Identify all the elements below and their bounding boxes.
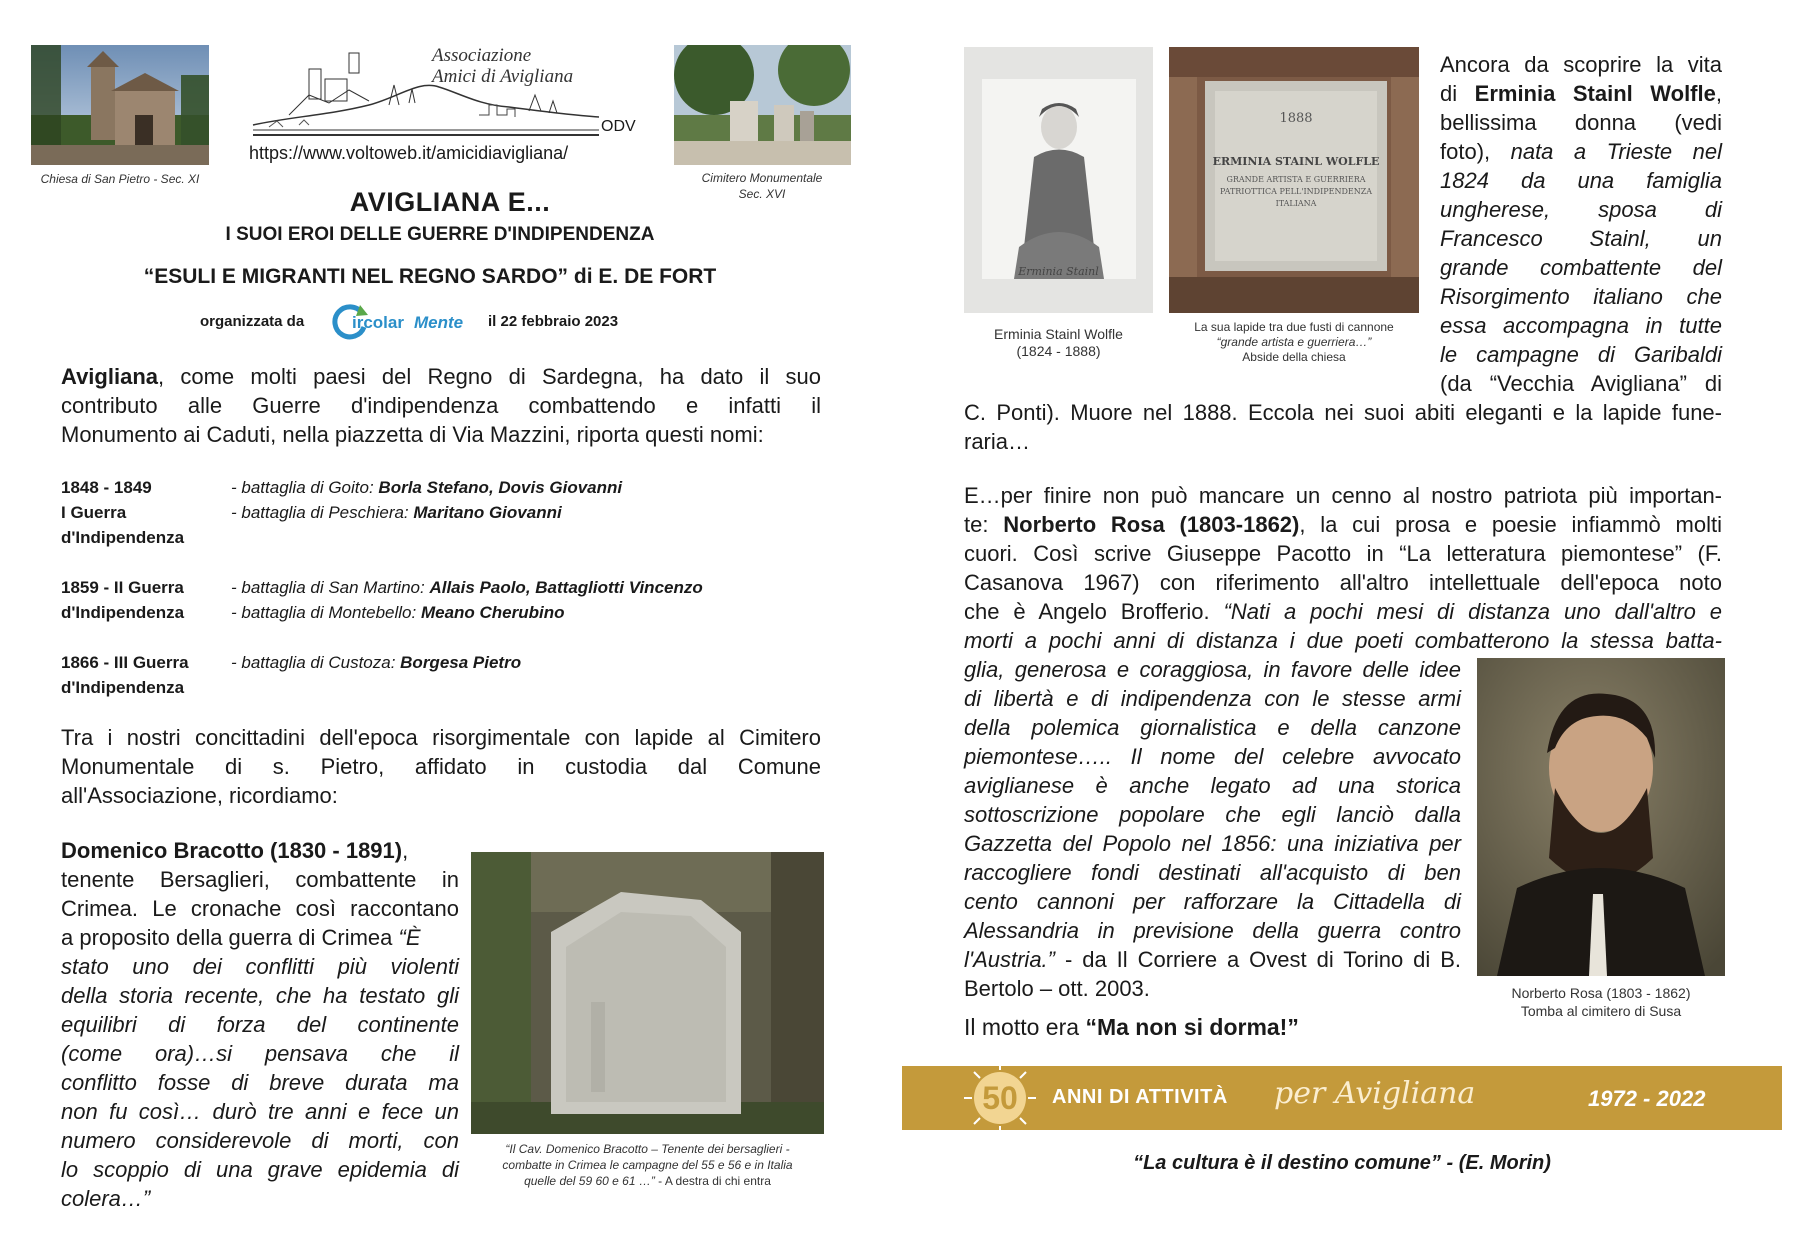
cemetery-caption-2: Sec. XVI bbox=[738, 187, 786, 201]
association-name-line2: Amici di Avigliana bbox=[432, 66, 574, 87]
banner-years: 1972 - 2022 bbox=[1588, 1086, 1706, 1111]
rosa-quote-7: Gazzetta del Popolo nel 1856: una iniziativa per bbox=[964, 831, 1461, 856]
bracotto-quote-7: numero considerevole di morti, con bbox=[61, 1128, 459, 1153]
rosa-quote-11: l'Austria.” - da Il Corriere a Ovest di Torino di B. bbox=[964, 947, 1461, 972]
tombstone-caption-3: quelle del 59 60 e 61 …” - A destra di chi entra bbox=[524, 1174, 771, 1188]
bracotto-line-2: tenente Bersaglieri, combattente in bbox=[61, 867, 459, 892]
erminia-text-3: bellissima donna (vedi bbox=[1440, 110, 1722, 135]
citizens-line-2: Monumentale di s. Pietro, affidato in custodia dal Comune bbox=[61, 754, 821, 779]
cemetery-photo bbox=[674, 45, 851, 165]
organizer-date: il 22 febbraio 2023 bbox=[488, 313, 619, 330]
motto-text: “Ma non si dorma!” bbox=[1085, 1014, 1299, 1040]
rosa-caption-2: Tomba al cimitero di Susa bbox=[1520, 1003, 1682, 1019]
bracotto-quote-5: conflitto fosse di breve durata ma bbox=[61, 1070, 459, 1095]
association-name-line1: Associazione bbox=[432, 45, 532, 66]
erminia-text-2: di Erminia Stainl Wolfle, bbox=[1440, 81, 1722, 106]
rosa-quote-9: cento cannoni per rafforzare la Cittadella di bbox=[964, 889, 1461, 914]
citizens-line-1: Tra i nostri concittadini dell'epoca risorgimentale con lapide al Cimitero bbox=[61, 725, 821, 750]
bracotto-quote-3: equilibri di forza del continente bbox=[61, 1012, 459, 1037]
war1-year-2: I Guerra bbox=[61, 503, 127, 522]
erminia-text-13: C. Ponti). Muore nel 1888. Eccola nei suoi abiti eleganti e la lapide fune- bbox=[964, 400, 1722, 425]
erminia-text-10: essa accompagna in tutte bbox=[1440, 313, 1722, 338]
bracotto-line-1: Domenico Bracotto (1830 - 1891), bbox=[61, 838, 409, 863]
rosa-line-4: Casanova 1967) con riferimento all'altro intellettuale dell'epoca noto bbox=[964, 570, 1722, 595]
rosa-line-2: te: Norberto Rosa (1803-1862), la cui prosa e poesie infiammò molti bbox=[964, 512, 1723, 537]
bracotto-quote-1: stato uno dei conflitti più violenti bbox=[61, 954, 459, 979]
intro-line-3: Monumento ai Caduti, nella piazzetta di Via Mazzini, riporta questi nomi: bbox=[61, 422, 764, 447]
event-title: “ESULI E MIGRANTI NEL REGNO SARDO” di E. DE FORT bbox=[143, 265, 717, 288]
war2-battle-2: - battaglia di Montebello: Meano Cherubino bbox=[231, 603, 565, 622]
rosa-line-1: E…per finire non può mancare un cenno al nostro patriota più importan- bbox=[964, 483, 1722, 508]
anniversary-banner bbox=[902, 1066, 1782, 1130]
plaque-inscription-line-1: GRANDE ARTISTA E GUERRIERA bbox=[1226, 175, 1366, 184]
erminia-text-9: Risorgimento italiano che bbox=[1440, 284, 1722, 309]
association-url[interactable]: https://www.voltoweb.it/amicidiavigliana/ bbox=[249, 143, 569, 163]
bracotto-quote-4: (come ora)…si pensava che il bbox=[61, 1041, 459, 1066]
erminia-plaque-caption-3: Abside della chiesa bbox=[1242, 350, 1346, 364]
bracotto-name: Domenico Bracotto (1830 - 1891) bbox=[61, 838, 403, 863]
bracotto-quote-2: della storia recente, che ha testato gli bbox=[61, 983, 459, 1008]
morin-quote: “La cultura è il destino comune” - (E. Morin) bbox=[1133, 1152, 1551, 1174]
erminia-text-11: le campagne di Garibaldi bbox=[1440, 342, 1722, 367]
plaque-inscription-name: ERMINIA STAINL WOLFLE bbox=[1212, 155, 1380, 168]
war1-year-1: 1848 - 1849 bbox=[61, 478, 152, 497]
erminia-portrait-caption-1: Erminia Stainl Wolfle bbox=[994, 326, 1123, 342]
rosa-quote-5: aviglianese è anche legato ad una storica bbox=[964, 773, 1461, 798]
bracotto-line-4: a proposito della guerra di Crimea “È bbox=[61, 925, 421, 950]
war3-year-2: d'Indipendenza bbox=[61, 678, 185, 697]
banner-text: ANNI DI ATTIVITÀ bbox=[1052, 1086, 1228, 1108]
erminia-portrait-signature: Erminia Stainl bbox=[1018, 265, 1099, 278]
rosa-quote-6: sottoscrizione popolare che egli lanciò dalla bbox=[964, 802, 1461, 827]
erminia-plaque-caption-1: La sua lapide tra due fusti di cannone bbox=[1194, 320, 1394, 334]
intro-line-1 bbox=[61, 362, 821, 391]
erminia-text-12: (da “Vecchia Avigliana” di bbox=[1440, 371, 1722, 396]
circolarmente-logo bbox=[330, 301, 480, 341]
cemetery-caption-1: Cimitero Monumentale bbox=[701, 171, 823, 185]
bracotto-quote-8: lo scoppio di una grave epidemia di bbox=[61, 1157, 459, 1182]
war2-year-1: 1859 - II Guerra bbox=[61, 578, 184, 597]
war1-battle-2: - battaglia di Peschiera: Maritano Giovanni bbox=[231, 503, 562, 522]
war1-battle-1: - battaglia di Goito: Borla Stefano, Dovis Giovanni bbox=[231, 478, 623, 497]
war2-year-2: d'Indipendenza bbox=[61, 603, 185, 622]
logo-word-b: Mente bbox=[414, 313, 464, 332]
war3-battle-1: - battaglia di Custoza: Borgesa Pietro bbox=[231, 653, 522, 672]
rosa-quote-4: piemontese….. Il nome del celebre avvocato bbox=[964, 744, 1461, 769]
subtitle: I SUOI EROI DELLE GUERRE D'INDIPENDENZA bbox=[225, 224, 655, 245]
erminia-text-14: raria… bbox=[964, 429, 1031, 454]
banner-number: 50 bbox=[982, 1080, 1018, 1116]
intro-text-1: , come molti paesi del Regno di Sardegna, ha dato il suo bbox=[158, 364, 821, 389]
church-caption: Chiesa di San Pietro - Sec. XI bbox=[40, 172, 200, 186]
tombstone-caption-1: “Il Cav. Domenico Bracotto – Tenente dei bersaglieri - bbox=[505, 1142, 790, 1156]
bracotto-tombstone-photo bbox=[471, 852, 824, 1134]
main-title: AVIGLIANA E... bbox=[349, 187, 551, 217]
logo-word-a: ircolar bbox=[352, 313, 404, 332]
erminia-plaque-photo bbox=[1169, 47, 1419, 313]
war1-year-3: d'Indipendenza bbox=[61, 528, 185, 547]
motto-line: Il motto era “Ma non si dorma!” bbox=[964, 1014, 1299, 1040]
bracotto-line-3: Crimea. Le cronache così raccontano bbox=[61, 896, 459, 921]
organizer-line bbox=[200, 309, 680, 339]
erminia-plaque-caption-2: “grande artista e guerriera…” bbox=[1216, 335, 1372, 349]
rosa-line-6: morti a pochi anni di distanza i due poeti combatterono la stessa batta- bbox=[964, 628, 1722, 653]
church-photo bbox=[31, 45, 209, 165]
bracotto-quote-6: non fu così… durò tre anni e fece un bbox=[61, 1099, 459, 1124]
citizens-line-3: all'Associazione, ricordiamo: bbox=[61, 783, 338, 808]
odv-label: ODV bbox=[601, 118, 636, 135]
war2-battle-1: - battaglia di San Martino: Allais Paolo, Battagliotti Vincenzo bbox=[231, 578, 703, 597]
rosa-line-5: che è Angelo Brofferio. “Nati a pochi mesi di distanza uno dall'altro e bbox=[964, 599, 1722, 624]
rosa-quote-10: Alessandria in previsione della guerra contro bbox=[964, 918, 1461, 943]
rosa-quote-1: glia, generosa e coraggiosa, in favore delle idee bbox=[964, 657, 1461, 682]
erminia-text-5: 1824 da una famiglia bbox=[1440, 168, 1722, 193]
rosa-line-3: cuori. Così scrive Giuseppe Pacotto in “La letteratura piemontese” (F. bbox=[964, 541, 1722, 566]
tombstone-caption-2: combatte in Crimea le campagne del 55 e 56 e in Italia bbox=[502, 1158, 793, 1172]
erminia-text-7: Francesco Stainl, un bbox=[1440, 226, 1722, 251]
rosa-quote-8: raccogliere fondi destinati all'acquisto di ben bbox=[964, 860, 1461, 885]
war3-year-1: 1866 - III Guerra bbox=[61, 653, 189, 672]
plaque-inscription-line-3: ITALIANA bbox=[1275, 199, 1317, 208]
erminia-text-4: foto), nata a Trieste nel bbox=[1440, 139, 1722, 164]
erminia-text-1: Ancora da scoprire la vita bbox=[1440, 52, 1722, 77]
organizer-prefix: organizzata da bbox=[200, 313, 305, 330]
erminia-text-8: grande combattente del bbox=[1440, 255, 1722, 280]
rosa-quote-2: di libertà e di indipendenza con le stesse armi bbox=[964, 686, 1461, 711]
intro-bold: Avigliana bbox=[61, 364, 158, 389]
erminia-portrait-caption-2: (1824 - 1888) bbox=[1016, 343, 1101, 359]
rosa-caption-1: Norberto Rosa (1803 - 1862) bbox=[1511, 985, 1691, 1001]
bracotto-quote-9: colera…” bbox=[61, 1186, 151, 1211]
plaque-inscription-year: 1888 bbox=[1279, 111, 1313, 126]
erminia-portrait-photo bbox=[964, 47, 1153, 313]
intro-line-2: contributo alle Guerre d'indipendenza combattendo e infatti il bbox=[61, 393, 821, 418]
rosa-last-line: Bertolo – ott. 2003. bbox=[964, 976, 1150, 1001]
banner-script: per Avigliana bbox=[1274, 1076, 1476, 1111]
rosa-portrait-photo bbox=[1477, 658, 1725, 976]
rosa-quote-3: della polemica giornalistica e della canzone bbox=[964, 715, 1461, 740]
erminia-text-6: ungherese, sposa di bbox=[1440, 197, 1722, 222]
plaque-inscription-line-2: PATRIOTTICA PELL'INDIPENDENZA bbox=[1219, 187, 1373, 196]
